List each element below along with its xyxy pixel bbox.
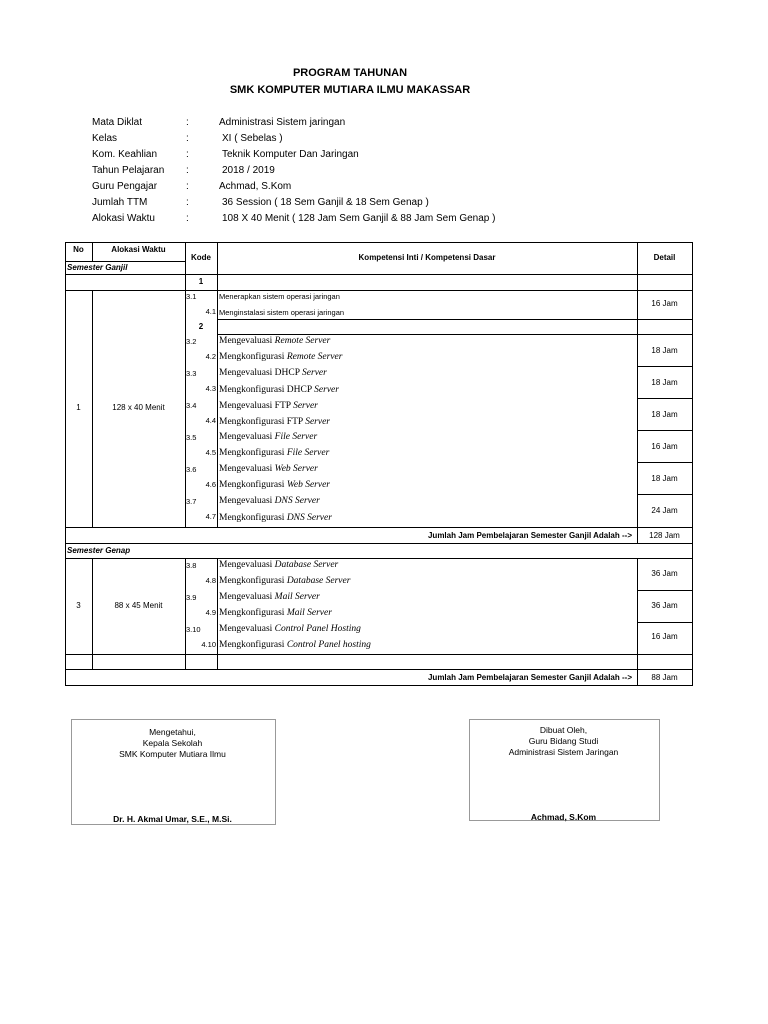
kode: 3.3 — [186, 369, 197, 378]
signature-teacher-name: Achmad, S.Kom — [530, 812, 597, 822]
info-colon: : — [186, 165, 189, 176]
info-colon: : — [186, 213, 189, 224]
kompetensi-text: Mengkonfigurasi DHCP Server — [219, 385, 339, 395]
signature-headmaster-name: Dr. H. Akmal Umar, S.E., M.Si. — [113, 814, 232, 824]
info-label: Mata Diklat — [92, 117, 143, 128]
ki-number: 2 — [198, 322, 204, 331]
kompetensi-text: Mengkonfigurasi FTP Server — [219, 417, 330, 427]
kode: 3.9 — [186, 593, 197, 602]
kompetensi-text: Mengkonfigurasi Remote Server — [219, 352, 343, 362]
kompetensi-text: Mengevaluasi Web Server — [219, 464, 318, 474]
semester-genap-label: Semester Genap — [67, 546, 131, 555]
total-value: 128 Jam — [649, 531, 680, 540]
semester-ganjil-label: Semester Ganjil — [67, 263, 128, 272]
total-label: Jumlah Jam Pembelajaran Semester Ganjil Adalah --> — [427, 531, 632, 540]
kompetensi-text: Mengkonfigurasi Mail Server — [219, 608, 332, 618]
info-label: Alokasi Waktu — [92, 213, 155, 224]
signature-headmaster-line2: Kepala Sekolah — [142, 738, 203, 748]
row-alokasi: 88 x 45 Menit — [114, 601, 163, 610]
info-colon: : — [186, 149, 189, 160]
info-label: Kelas — [92, 133, 118, 144]
kompetensi-text: Mengevaluasi Control Panel Hosting — [219, 624, 361, 634]
detail-value: 16 Jam — [651, 299, 678, 308]
detail-value: 18 Jam — [651, 410, 678, 419]
info-value: Achmad, S.Kom — [219, 181, 292, 192]
kode: 4.8 — [205, 576, 216, 585]
info-label: Guru Pengajar — [92, 181, 158, 192]
kompetensi-text: Mengevaluasi Mail Server — [219, 592, 320, 602]
kompetensi-text: Mengevaluasi Remote Server — [219, 336, 331, 346]
detail-value: 36 Jam — [651, 569, 678, 578]
info-colon: : — [186, 133, 189, 144]
total-value: 88 Jam — [651, 673, 678, 682]
info-colon: : — [186, 181, 189, 192]
info-value: 36 Session ( 18 Sem Ganjil & 18 Sem Genap ) — [222, 197, 429, 208]
info-value: 108 X 40 Menit ( 128 Jam Sem Ganjil & 88 Jam Sem Genap ) — [222, 213, 496, 224]
info-label: Tahun Pelajaran — [92, 165, 165, 176]
info-colon: : — [186, 117, 189, 128]
signature-teacher-line3: Administrasi Sistem Jaringan — [508, 747, 619, 757]
row-alokasi: 128 x 40 Menit — [112, 403, 165, 412]
kode: 4.5 — [205, 448, 216, 457]
info-label: Jumlah TTM — [92, 197, 148, 208]
kode: 4.10 — [201, 640, 216, 649]
info-value: Teknik Komputer Dan Jaringan — [222, 149, 359, 160]
header-detail: Detail — [653, 253, 676, 262]
school-name: SMK KOMPUTER MUTIARA ILMU MAKASSAR — [229, 84, 471, 96]
kode: 3.6 — [186, 465, 197, 474]
kompetensi-text: Mengevaluasi FTP Server — [219, 401, 318, 411]
kode: 4.7 — [205, 512, 216, 521]
kode: 4.6 — [205, 480, 216, 489]
info-colon: : — [186, 197, 189, 208]
kode: 3.8 — [186, 561, 197, 570]
kode: 3.7 — [186, 497, 197, 506]
kompetensi-text: Mengevaluasi DHCP Server — [219, 368, 327, 378]
kode: 3.5 — [186, 433, 197, 442]
kompetensi-text: Mengkonfigurasi Control Panel hosting — [219, 640, 371, 650]
kode: 4.4 — [205, 416, 216, 425]
detail-value: 16 Jam — [651, 442, 678, 451]
kode: 4.1 — [205, 307, 216, 316]
kode: 4.9 — [205, 608, 216, 617]
kode: 3.2 — [186, 337, 197, 346]
info-value: XI ( Sebelas ) — [222, 133, 283, 144]
kode: 3.1 — [186, 292, 197, 301]
kompetensi-text: Mengkonfigurasi File Server — [219, 448, 330, 458]
detail-value: 18 Jam — [651, 474, 678, 483]
kompetensi-text: Mengkonfigurasi Web Server — [219, 480, 330, 490]
signature-headmaster-line1: Mengetahui, — [149, 727, 196, 737]
detail-value: 16 Jam — [651, 632, 678, 641]
detail-value: 36 Jam — [651, 601, 678, 610]
kode: 4.2 — [205, 352, 216, 361]
document-title: PROGRAM TAHUNAN — [292, 67, 408, 79]
ki-number: 1 — [198, 277, 204, 286]
signature-headmaster-line3: SMK Komputer Mutiara Ilmu — [119, 749, 226, 759]
info-value: 2018 / 2019 — [222, 165, 275, 176]
kompetensi-text: Menginstalasi sistem operasi jaringan — [219, 308, 345, 317]
detail-value: 24 Jam — [651, 506, 678, 515]
row-no: 3 — [76, 601, 81, 610]
kompetensi-text: Mengevaluasi Database Server — [219, 560, 339, 570]
detail-value: 18 Jam — [651, 378, 678, 387]
header-kode: Kode — [191, 253, 211, 262]
info-label: Kom. Keahlian — [92, 149, 158, 160]
kode: 3.10 — [186, 625, 201, 634]
detail-value: 18 Jam — [651, 346, 678, 355]
header-no: No — [73, 245, 84, 254]
kompetensi-text: Mengkonfigurasi DNS Server — [219, 513, 332, 523]
kode: 4.3 — [205, 384, 216, 393]
kode: 3.4 — [186, 401, 197, 410]
kompetensi-text: Mengkonfigurasi Database Server — [219, 576, 351, 586]
header-alokasi-waktu: Alokasi Waktu — [111, 245, 166, 254]
kompetensi-text: Mengevaluasi File Server — [219, 432, 318, 442]
info-value: Administrasi Sistem jaringan — [219, 117, 346, 128]
row-no: 1 — [76, 403, 81, 412]
signature-teacher-line1: Dibuat Oleh, — [539, 725, 588, 735]
header-kompetensi: Kompetensi Inti / Kompetensi Dasar — [358, 253, 496, 262]
signature-teacher-line2: Guru Bidang Studi — [528, 736, 599, 746]
total-label: Jumlah Jam Pembelajaran Semester Ganjil Adalah --> — [427, 673, 632, 682]
kompetensi-text: Mengevaluasi DNS Server — [219, 496, 320, 506]
kompetensi-text: Menerapkan sistem operasi jaringan — [219, 292, 340, 301]
